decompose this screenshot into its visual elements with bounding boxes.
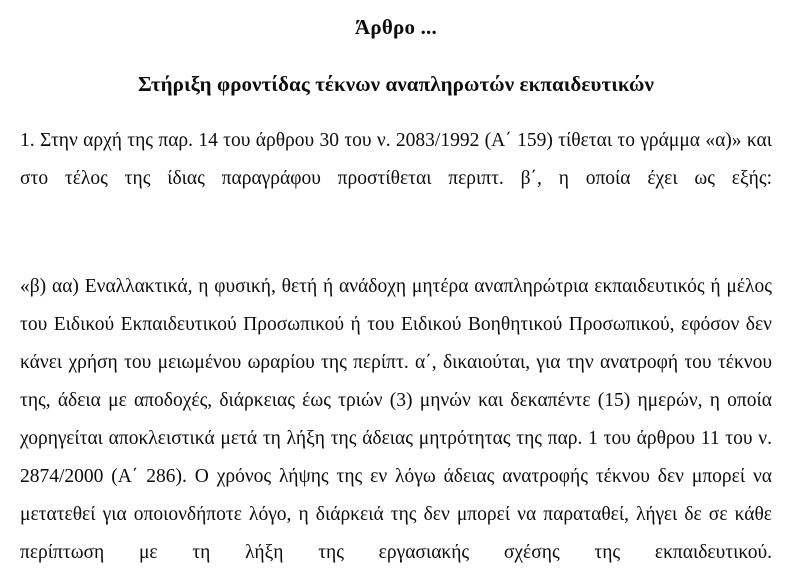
page-title: Άρθρο ... — [355, 15, 437, 39]
paragraph-2: «β) αα) Εναλλακτικά, η φυσική, θετή ή ανάδοχη μητέρα αναπληρώτρια εκπαιδευτικός ή μέλος του Ειδικού Εκπαιδευτικού Προσωπικού ή του Ειδικού Βοηθητικού Προσωπικού, εφόσον δεν κάνει χρήση του μειωμένου ωραρίου της περίπτ. α΄, δικαιούται, για την ανατροφή του τέκνου της, άδεια με αποδοχές, διάρκειας έως τριών (3) μηνών και δεκαπέντε (15) ημερών, η οποία χορηγείται αποκλειστικά μετά τη λήξη της άδειας μητρότητας της παρ. 1 του άρθρου 11 του ν. 2874/2000 (Α΄ 286). Ο χρόνος λήψης της εν λόγω άδειας ανατροφής τέκνου δεν μπορεί να μετατεθεί για οποιονδήποτε λόγο, η διάρκειά της δεν μπορεί να παραταθεί, λήγει δε σε κάθε περίπτωση με τη λήξη της εργασιακής σχέσης της εκπαιδευτικού. — [20, 275, 772, 563]
article-subtitle: Στήριξη φροντίδας τέκνων αναπληρωτών εκπαιδευτικών — [138, 72, 654, 97]
document-body — [20, 0, 772, 587]
paragraph-1: 1. Στην αρχή της παρ. 14 του άρθρου 30 του ν. 2083/1992 (Α΄ 159) τίθεται το γράμμα «α)» και στο τέλος της ίδιας παραγράφου προστίθεται περιπτ. β΄, η οποία έχει ως εξής: — [20, 129, 772, 189]
